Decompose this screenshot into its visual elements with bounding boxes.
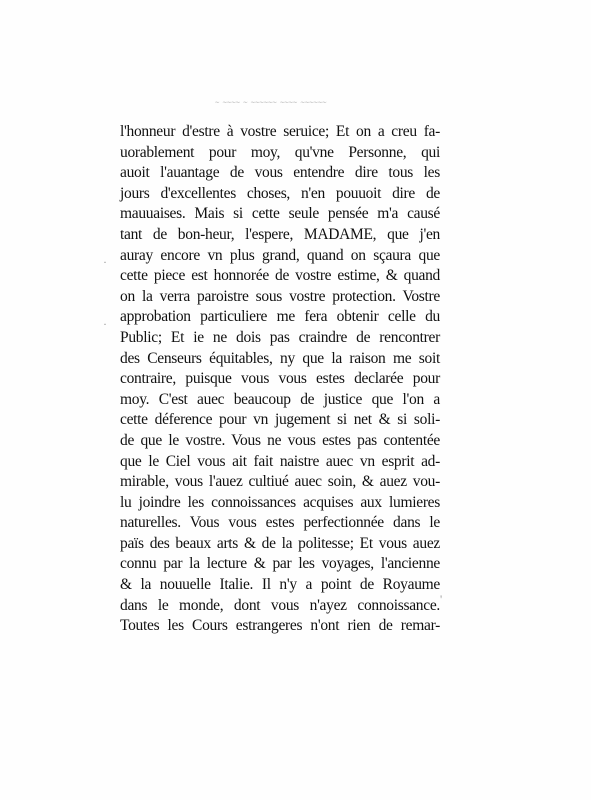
text-line: cette déference pour vn jugement si net & si soli-	[120, 411, 440, 429]
text-line: auoit l'auantage de vous entendre dire tous les	[120, 164, 440, 182]
text-line: tant de bon-heur, l'espere, MADAME, que j'en	[120, 225, 440, 243]
bleed-through-text: ˜ ˜˜˜˜ ˜ ˜˜˜˜˜˜ ˜˜˜˜ ˜˜˜˜˜˜	[215, 98, 327, 113]
margin-mark: ·	[103, 317, 107, 331]
text-line: des Censeurs équitables, ny que la raison me soit	[120, 349, 440, 367]
text-line: on la verra paroistre sous vostre protection. Vostre	[120, 287, 440, 305]
text-line: mirable, vous l'auez cultiué auec soin, & auez vou-	[120, 473, 440, 491]
text-line: moy. C'est auec beaucoup de justice que l'on a	[120, 390, 440, 408]
text-line: Toutes les Cours estrangeres n'ont rien de remar-	[120, 617, 440, 635]
margin-mark: '	[440, 592, 443, 606]
text-line: lu joindre les connoissances acquises aux lumieres	[120, 493, 440, 511]
text-line: auray encore vn plus grand, quand on sçaura que	[120, 246, 440, 264]
text-line: Public; Et ie ne dois pas craindre de rencontrer	[120, 328, 440, 346]
text-line: l'honneur d'estre à vostre seruice; Et on a creu fa-	[120, 123, 440, 140]
text-line: naturelles. Vous vous estes perfectionnée dans le	[120, 514, 440, 532]
text-line: connu par la lecture & par les voyages, l'ancienne	[120, 555, 440, 573]
margin-mark: ·	[103, 255, 107, 269]
text-line: païs des beaux arts & de la politesse; Et vous auez	[120, 534, 440, 552]
text-line: contraire, puisque vous vous estes declarée pour	[120, 370, 440, 388]
text-line: mauuaises. Mais si cette seule pensée m'a causé	[120, 205, 440, 223]
text-line: jours d'excellentes choses, n'en pouuoit dire de	[120, 184, 440, 202]
text-line: uorablement pour moy, qu'vne Personne, qui	[120, 143, 440, 161]
text-line: que le Ciel vous ait fait naistre auec vn esprit ad-	[120, 452, 440, 470]
body-text	[120, 122, 443, 637]
text-line: cette piece est honnorée de vostre estime, & quand	[120, 267, 440, 285]
text-line: approbation particuliere me fera obtenir celle du	[120, 308, 440, 326]
text-line: & la nouuelle Italie. Il n'y a point de Royaume	[120, 576, 440, 594]
text-line: de que le vostre. Vous ne vous estes pas contentée	[120, 431, 440, 449]
text-line: dans le monde, dont vous n'ayez connoissance.	[120, 596, 440, 614]
